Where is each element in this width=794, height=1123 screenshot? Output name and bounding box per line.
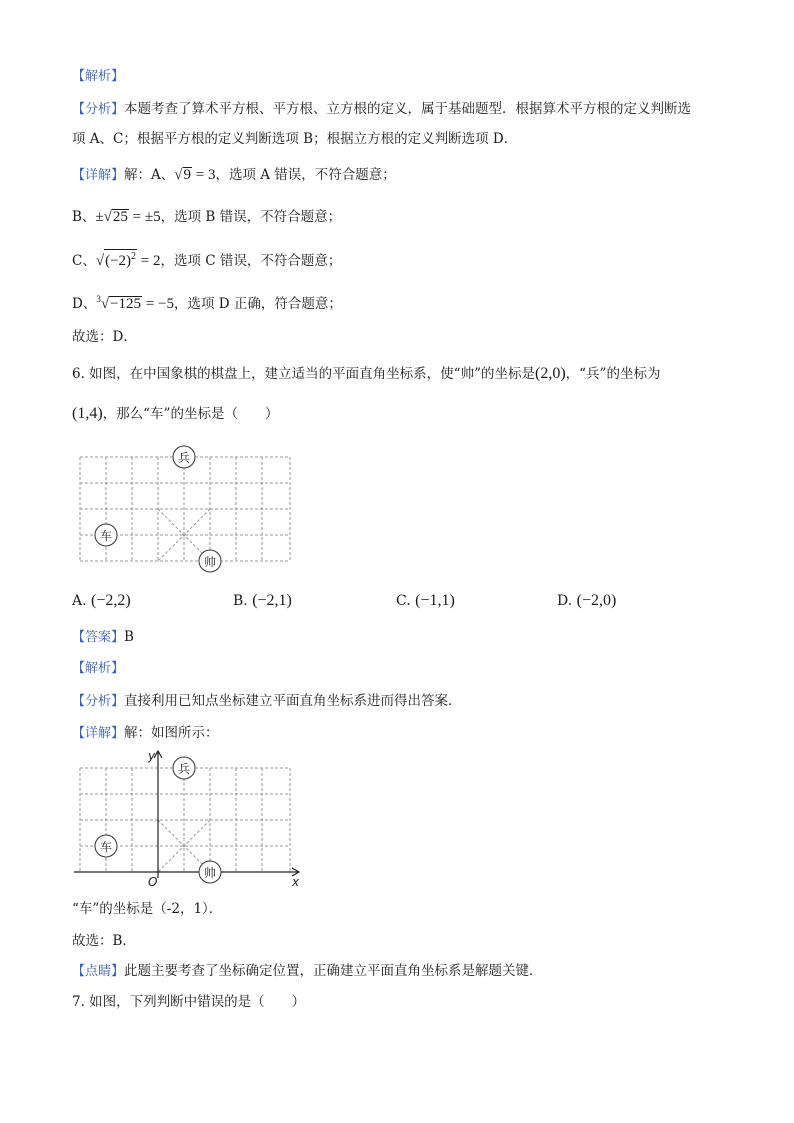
root-index: 3	[96, 294, 101, 304]
piece-shuai-label: 帅	[203, 555, 217, 569]
exponent: 2	[131, 251, 137, 262]
detail-c-prefix: C、	[72, 253, 96, 269]
analysis-line-1	[72, 100, 691, 119]
option-a-label: A.	[72, 593, 87, 609]
dianjing-text: 此题主要考查了坐标确定位置，正确建立平面直角坐标系是解题关键．	[124, 963, 543, 979]
option-d-label: D.	[557, 593, 573, 609]
piece-che-2-label: 车	[99, 840, 113, 854]
analysis-tag: 【分析】	[72, 102, 125, 117]
option-a-value: (−2,2)	[91, 592, 131, 609]
detail-a	[72, 166, 396, 185]
option-b-value: (−2,1)	[252, 592, 292, 609]
option-a	[72, 592, 131, 610]
piece-che-label: 车	[99, 529, 113, 543]
radicand-25: 25	[112, 209, 128, 225]
eq-2: = 2	[137, 253, 161, 269]
option-b-label: B.	[233, 593, 248, 609]
detail-d	[72, 290, 342, 313]
q6-text-1: 6. 如图，在中国象棋的棋盘上，建立适当的平面直角坐标系，使“帅”的坐标是	[72, 366, 535, 382]
q6-text-2: ，那么“车”的坐标是（ ）	[102, 406, 279, 422]
chessboard-figure	[70, 440, 305, 575]
detail-d-prefix: D、	[72, 296, 97, 312]
analysis-2-text: 直接利用已知点坐标建立平面直角坐标系进而得出答案．	[124, 693, 462, 709]
detail-tag: 【详解】	[72, 168, 125, 183]
jiexi-heading: 【解析】	[72, 69, 125, 84]
analysis-2-tag: 【分析】	[72, 694, 125, 709]
q6-line-2	[72, 405, 278, 423]
coord-bing: (1,4)	[72, 405, 103, 422]
option-d	[557, 592, 616, 610]
sqrt-9: √9 = 3	[174, 167, 216, 183]
detail-a-prefix: 解：A、	[124, 167, 175, 183]
piece-che	[95, 524, 117, 546]
radicand-9: 9	[183, 167, 191, 183]
detail-2	[72, 724, 219, 743]
eq-neg5: = −5	[142, 296, 174, 312]
piece-shuai	[199, 550, 221, 572]
radicand-base: (−2)	[105, 253, 132, 269]
option-c-label: C.	[396, 593, 411, 609]
analysis-line-2: 项 A、C；根据平方根的定义判断选项 B；根据立方根的定义判断选项 D．	[72, 131, 518, 147]
piece-shuai-2-label: 帅	[203, 866, 217, 880]
q6-text-mid: ，“兵”的坐标为	[565, 366, 661, 382]
detail-b-text: ，选项 B 错误，不符合题意；	[160, 209, 342, 225]
detail-a-text: ，选项 A 错误，不符合题意；	[215, 167, 396, 183]
choice-d: 故选：D．	[72, 329, 137, 345]
detail-2-text: 解：如图所示：	[124, 725, 219, 741]
origin-label: O	[148, 875, 158, 889]
analysis-text: 本题考查了算术平方根、平方根、立方根的定义，属于基础题型．根据算术平方根的定义判断选	[124, 101, 692, 117]
piece-che-2	[95, 835, 117, 857]
q7-line: 7. 如图，下列判断中错误的是（ ）	[72, 994, 306, 1010]
q6-line-1	[72, 365, 660, 383]
answer-tag: 【答案】	[72, 630, 125, 645]
piece-shuai-2	[199, 861, 221, 883]
dianjing-line	[72, 962, 543, 981]
detail-2-tag: 【详解】	[72, 726, 125, 741]
detail-d-text: ，选项 D 正确，符合题意；	[173, 296, 342, 312]
radicand-neg2-sq	[104, 249, 137, 268]
choice-b: 故选：B．	[72, 933, 136, 949]
piece-bing-2	[173, 757, 195, 779]
eq-3: = 3	[192, 167, 216, 183]
dianjing-tag: 【点睛】	[72, 964, 125, 979]
pm-sign: ±	[95, 209, 104, 225]
y-axis-label: y	[148, 749, 156, 763]
che-coord-line: “车”的坐标是（-2，1）．	[72, 901, 223, 917]
chessboard-grid	[80, 457, 290, 561]
eq-pm5: = ±5	[128, 209, 161, 225]
coordinate-figure	[70, 748, 310, 893]
answer-value: B	[124, 629, 134, 645]
option-c-value: (−1,1)	[415, 592, 455, 609]
radicand-neg125: −125	[110, 296, 142, 312]
coordinate-grid	[80, 768, 290, 872]
option-d-value: (−2,0)	[576, 592, 617, 609]
x-axis-label: x	[292, 875, 300, 889]
option-c	[396, 592, 455, 610]
piece-bing-2-label: 兵	[177, 762, 191, 776]
coord-shuai: (2,0)	[534, 365, 566, 382]
detail-b-prefix: B、	[72, 209, 96, 225]
analysis-2	[72, 692, 462, 711]
answer-line	[72, 628, 134, 647]
piece-bing-label: 兵	[177, 451, 191, 465]
detail-b	[72, 208, 341, 226]
option-b	[233, 592, 292, 610]
piece-bing	[173, 446, 195, 468]
jiexi-heading-2: 【解析】	[72, 661, 125, 676]
cbrt-neg125: $^3$√−125 = −5	[96, 294, 174, 312]
pm-sqrt-25: ±√25 = ±5	[95, 209, 161, 225]
detail-c-text: ，选项 C 错误，不符合题意；	[160, 253, 342, 269]
sqrt-neg2-squared: $√(-2)^2 = 2$	[95, 251, 161, 269]
detail-c	[72, 249, 341, 270]
